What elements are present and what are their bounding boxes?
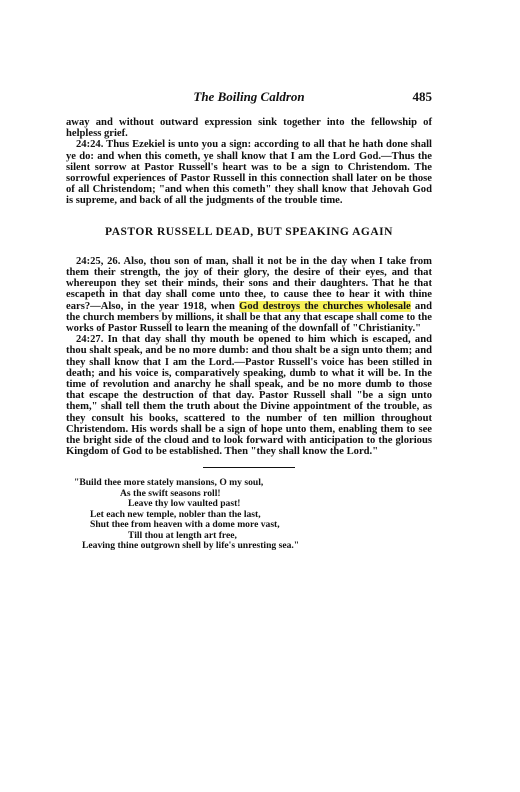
poem-line: Till thou at length art free, [128,529,237,541]
poem-line: Leaving thine outgrown shell by life's unresting sea." [82,539,300,551]
poem-line: "Build thee more stately mansions, O my soul, [74,477,264,489]
paragraph-text-before-highlight: 24:25, 26. Also, thou son of man, shall it not be in the day when I take from them their strength, the joy of their glory, the desire of their eyes, and that whereupon they set their minds, their sons and their daughters. That he that escapeth in that day shall come unto thee, to cause thee to hear it with thine ears?—Also, in the year 1918, when [66,255,432,312]
running-title: The Boiling Caldron [193,89,305,104]
divider-rule [203,467,295,468]
paragraph-24-24: 24:24. Thus Ezekiel is unto you a sign: according to all that he hath done shall ye do: and when this cometh, ye shall know that I am the Lord God.—Thus the silent sorrow at Pastor Russell's heart was to be a sign to Christendom. The sorrowful experiences of Pastor Russell in this connection shall later on be those of all Christendom; "and when this cometh" they shall know that Jehovah God is supreme, and back of all the judgments of the trouble time. [66,139,432,207]
paragraph-24-27: 24:27. In that day shall thy mouth be opened to him which is escaped, and thou shalt speak, and be no more dumb: and thou shalt be a sign unto them; and they shall know that I am the Lord.—Pastor Russell's voice has been stilled in death; and his voice is, comparatively speaking, dumb to what it will be. In the time of revolution and anarchy he shall speak, and be no more dumb to those that escape the destruction of that day. Pastor Russell shall "be a sign unto them," shall tell them the truth about the Divine appointment of the trouble, as they consult his books, scattered to the number of ten million throughout Christendom. His words shall be a sign of hope unto them, enabling them to see the bright side of the cloud and to look forward with anticipation to the glorious Kingdom of God to be established. Then "they shall know the Lord." [66,334,432,458]
page-number: 485 [412,89,432,104]
highlighted-text: God destroys the churches wholesale [239,300,411,312]
poem-line: Shut thee from heaven with a dome more vast, [90,519,280,531]
page-body [66,117,432,551]
page-header [66,89,432,109]
poem-quote [66,478,432,551]
section-heading: PASTOR RUSSELL DEAD, BUT SPEAKING AGAIN [105,225,393,238]
paragraph-continuation: away and without outward expression sink together into the fellowship of helpless grief. [66,117,432,140]
poem-line: As the swift seasons roll! [120,487,221,499]
poem-line: Leave thy low vaulted past! [128,498,241,510]
paragraph-24-25-26 [66,256,432,334]
paragraph-text-after-highlight: and the church members by millions, it shall be that any that escape shall come to the works of Pastor Russell to learn the meaning of the downfall of "Christianity." [66,300,432,335]
poem-line: Let each new temple, nobler than the last, [90,508,261,520]
